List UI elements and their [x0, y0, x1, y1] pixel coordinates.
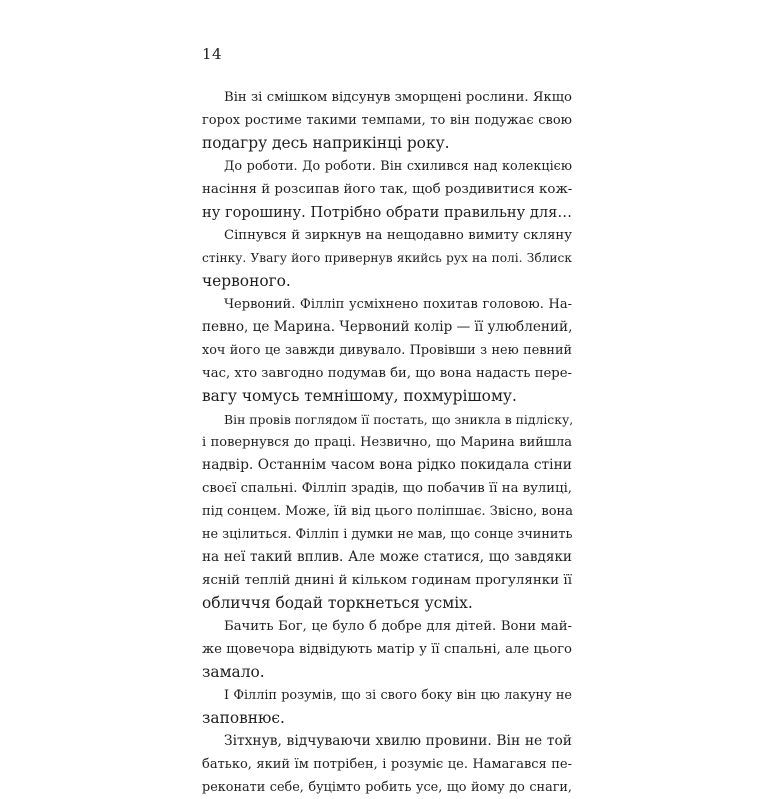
text-line: Сіпнувся й зиркнув на нещодавно вимиту скляну — [224, 228, 572, 243]
body-text — [202, 86, 572, 799]
text-line: Він зі смішком відсунув зморщені рослини. Якщо — [224, 90, 572, 105]
text-line: подагру десь наприкінці року. — [202, 134, 450, 152]
text-line: замало. — [202, 663, 265, 681]
text-line: же щовечора відвідують матір у її спальні, але цього — [202, 642, 572, 657]
text-line: ясній теплій днині й кільком годинам прогулянки її — [202, 573, 572, 588]
text-line: час, хто завгодно подумав би, що вона надасть пере- — [202, 366, 572, 381]
text-line: певно, це Марина. Червоний колір — її улюблений, — [202, 319, 573, 335]
text-line: реконати себе, буцімто робить усе, що йому до снаги, — [202, 780, 572, 795]
text-line: не зцілиться. Філліп і думки не мав, що сонце зчинить — [202, 527, 573, 542]
text-line: ну горошину. Потрібно обрати правильну для… — [202, 204, 572, 221]
text-line: Червоний. Філліп усміхнено похитав головою. На- — [224, 297, 572, 312]
text-line: надвір. Останнім часом вона рідко покидала стіни — [202, 457, 572, 473]
text-line: Бачить Бог, це було б добре для дітей. Вони май- — [224, 619, 572, 634]
text-line: під сонцем. Може, їй від цього поліпшає. Звісно, вона — [202, 504, 573, 519]
text-line: своєї спальні. Філліп зрадів, що побачив її на вулиці, — [202, 481, 572, 496]
text-line: Він провів поглядом її постать, що зникла в підліску, — [224, 412, 574, 427]
text-line: заповнює. — [202, 709, 285, 727]
text-line: хоч його це завжди дивувало. Провівши з нею певний — [202, 343, 572, 358]
text-line: обличчя бодай торкнеться усміх. — [202, 594, 473, 612]
text-line: і повернувся до праці. Незвично, що Марина вийшла — [202, 435, 572, 450]
text-line: Зітхнув, відчуваючи хвилю провини. Він не той — [224, 733, 572, 749]
text-line: І Філліп розумів, що зі свого боку він цю лакуну не — [224, 688, 572, 703]
page-number: 14 — [202, 45, 223, 63]
text-line: батько, який їм потрібен, і розуміє це. Намагався пе- — [202, 757, 572, 772]
text-line: До роботи. До роботи. Він схилився над колекцією — [224, 159, 572, 174]
text-line: на неї такий вплив. Але може статися, що завдяки — [202, 549, 572, 565]
text-line: горох ростиме такими темпами, то він подужає свою — [202, 113, 572, 128]
text-line: вагу чомусь темнішому, похмурішому. — [202, 387, 517, 405]
text-line: червоного. — [202, 272, 291, 290]
text-line: насіння й розсипав його так, щоб роздивитися кож- — [202, 182, 573, 197]
text-line: стінку. Увагу його привернув якийсь рух на полі. Зблиск — [202, 251, 572, 265]
